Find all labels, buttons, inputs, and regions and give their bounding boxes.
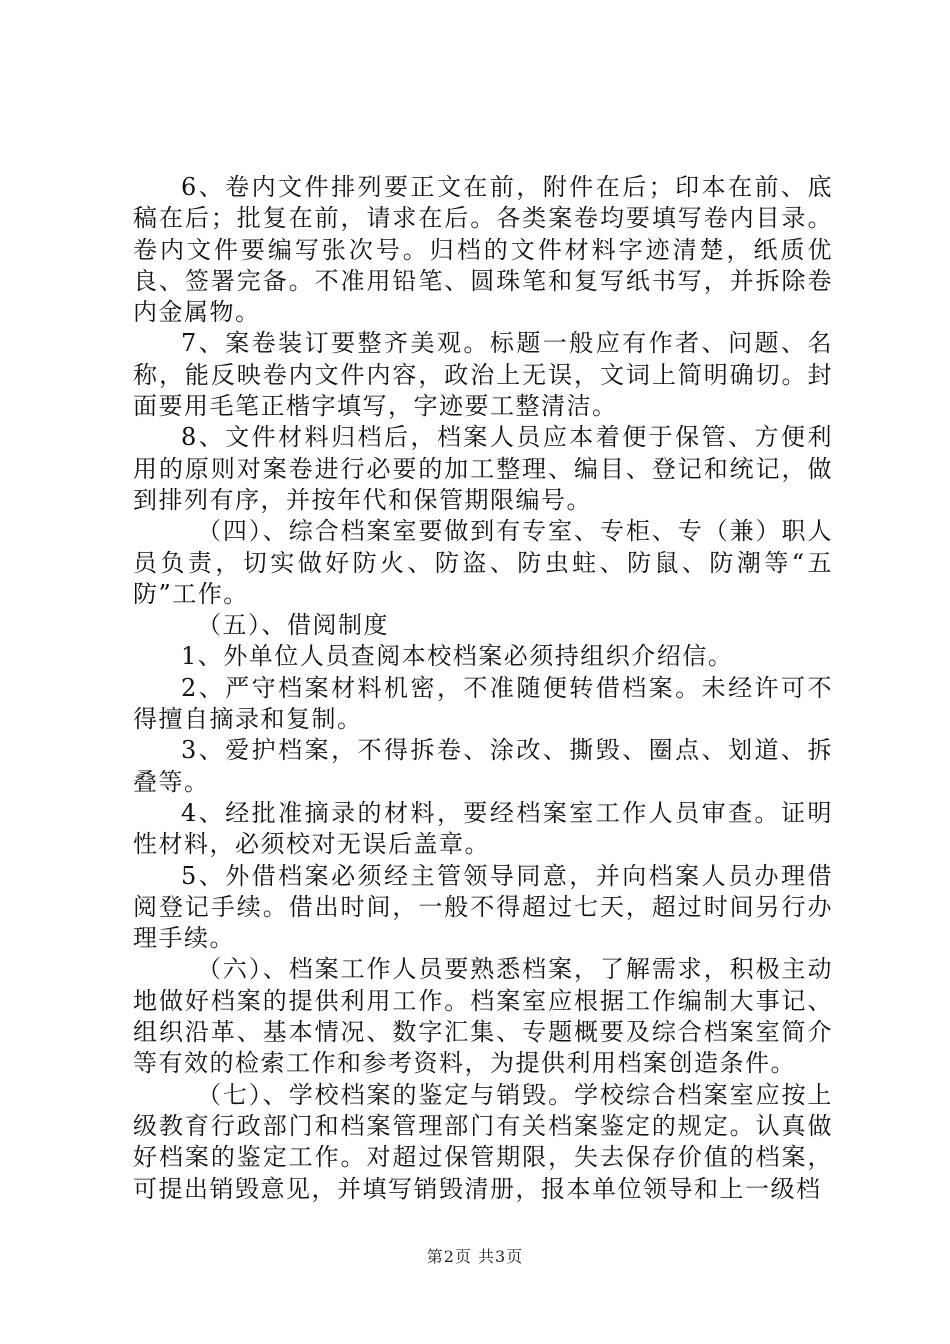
paragraph-section-4: （四）、综合档案室要做到有专室、专柜、专（兼）职人员负责，切实做好防火、防盗、防虫蛀、防鼠、防潮等“五防”工作。 [133, 517, 833, 608]
paragraph-item-8: 8、文件材料归档后，档案人员应本着便于保管、方便利用的原则对案卷进行必要的加工整理、编目、登记和统记，做到排列有序，并按年代和保管期限编号。 [133, 423, 833, 514]
paragraph-borrow-1: 1、外单位人员查阅本校档案必须持组织介绍信。 [181, 642, 734, 671]
paragraph-item-7: 7、案卷装订要整齐美观。标题一般应有作者、问题、名称，能反映卷内文件内容，政治上无误，文词上简明确切。封面要用毛笔正楷字填写，字迹要工整清洁。 [133, 329, 833, 421]
paragraph-item-6: 6、卷内文件排列要正文在前，附件在后；印本在前、底稿在后；批复在前，请求在后。各类案卷均要填写卷内目录。卷内文件要编写张次号。归档的文件材料字迹清楚，纸质优良、签署完备。不准用铅笔、圆珠笔和复写纸书写，并拆除卷内金属物。 [133, 173, 833, 327]
paragraph-borrow-3: 3、爱护档案，不得拆卷、涂改、撕毁、圈点、划道、拆叠等。 [133, 736, 833, 796]
document-body [133, 172, 833, 1205]
paragraph-section-7: （七）、学校档案的鉴定与销毁。学校综合档案室应按上级教育行政部门和档案管理部门有关档案鉴定的规定。认真做好档案的鉴定工作。对超过保管期限，失去保存价值的档案，可提出销毁意见，并填写销毁清册，报本单位领导和上一级档 [133, 1080, 833, 1203]
paragraph-borrow-5: 5、外借档案必须经主管领导同意，并向档案人员办理借阅登记手续。借出时间，一般不得超过七天，超过时间另行办理手续。 [133, 861, 833, 953]
paragraph-borrow-2: 2、严守档案材料机密，不准随便转借档案。未经许可不得擅自摘录和复制。 [133, 673, 833, 734]
section-heading-5: （五）、借阅制度 [197, 611, 389, 640]
page-footer [0, 1244, 950, 1267]
paragraph-section-6: （六）、档案工作人员要熟悉档案，了解需求，积极主动地做好档案的提供利用工作。档案室应根据工作编制大事记、组织沿革、基本情况、数字汇集、专题概要及综合档案室简介等有效的检索工作和参考资料，为提供利用档案创造条件。 [133, 955, 833, 1078]
page-number-label: 第2页 共3页 [426, 1247, 524, 1266]
paragraph-borrow-4: 4、经批准摘录的材料，要经档案室工作人员审查。证明性材料，必须校对无误后盖章。 [133, 798, 833, 859]
